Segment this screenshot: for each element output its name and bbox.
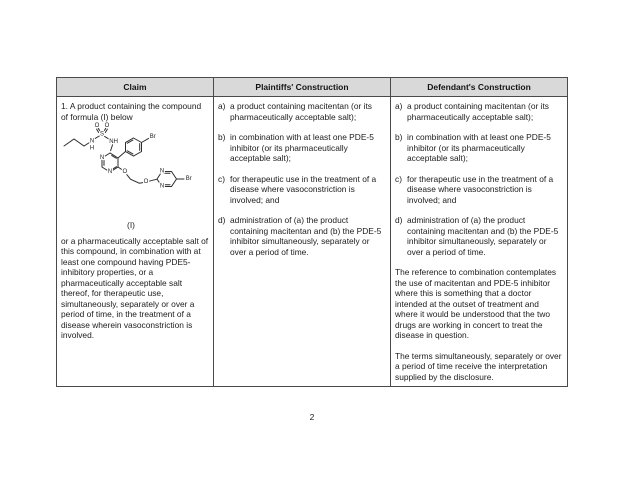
defendant-item-a [395,101,563,122]
defendant-item-d [395,215,563,257]
page-number: 2 [309,412,315,422]
item-label: d) [218,215,226,225]
atom-o-left: O [94,123,100,130]
chemical-structure-macitentan [61,122,206,219]
defendant-item-c [395,174,563,206]
atom-o-ether-1: O [122,169,128,175]
atom-h-amine: H [89,145,95,152]
atom-ring2-n-upper: N [159,168,165,175]
atom-o-right: O [104,123,110,130]
item-label: a) [395,101,403,111]
plaintiffs-item-b [218,132,386,164]
plaintiffs-item-a [218,101,386,122]
item-text: administration of (a) the product containing macitentan and (b) the PDE-5 inhibitor simultaneously, separately or over a period of time. [230,215,382,257]
table-body-row [57,97,568,387]
claim-intro: 1. A product containing the compound of formula (I) below [61,101,202,122]
plaintiffs-item-d [218,215,386,257]
atom-br-phenyl: Br [149,133,156,140]
item-text: for therapeutic use in the treatment of a disease where vasoconstriction is involved; and [230,173,377,205]
claim-construction-table [56,77,568,387]
item-text: for therapeutic use in the treatment of a disease where vasoconstriction is involved; and [407,173,554,205]
col-header-defendant-construction: Defendant's Construction [391,78,568,97]
plaintiffs-item-c [218,174,386,206]
item-label: c) [218,173,225,184]
formula-label: (I) [127,220,135,230]
item-text: a product containing macitentan (or its pharmaceutically acceptable salt); [407,101,549,122]
plaintiffs-construction-cell [214,97,391,387]
atom-n-amine: N [89,138,95,145]
item-text: a product containing macitentan (or its pharmaceutically acceptable salt); [230,101,372,122]
table-header-row [57,78,568,97]
atom-nh: NH [109,138,118,145]
claim-cell [57,97,214,387]
defendant-construction-cell [391,97,568,387]
item-label: b) [218,132,226,142]
item-label: a) [218,101,226,111]
col-header-plaintiffs-construction: Plaintiffs' Construction [214,78,391,97]
item-text: administration of (a) the product containing macitentan and (b) the PDE-5 inhibitor simultaneously, separately or over a period of time. [407,215,559,257]
bond-lines [64,128,184,186]
item-text: in combination with at least one PDE-5 inhibitor (or its pharmaceutically acceptable salt); [407,132,551,163]
defendant-paragraph-combination: The reference to combination contemplates the use of macitentan and PDE-5 inhibitor where this is something that a doctor intended at the outset of treatment and where it would be understood that the two drugs are working in concert to treat the disease in question. [395,267,557,340]
atom-ring2-n-lower: N [159,183,165,190]
atom-o-ether-2: O [143,179,149,186]
item-label: d) [395,215,403,225]
defendant-paragraph-terms: The terms simultaneously, separately or over a period of time receive the interpretation supplied by the disclosure. [395,350,562,382]
atom-ring1-n-lower: N [107,169,113,175]
col-header-claim: Claim [57,78,214,97]
defendant-item-b [395,132,563,164]
claim-continuation: or a pharmaceutically acceptable salt of this compound, in combination with at least one compound having PDE5-inhibitory properties, or a pharmaceutically acceptable salt thereof, for therapeutic use, simultaneously, separately or over a period of time, in the treatment of a disease wherein vasoconstriction is involved. [61,235,209,340]
item-label: b) [395,132,403,142]
item-text: in combination with at least one PDE-5 inhibitor (or its pharmaceutically acceptable salt); [230,132,374,163]
atom-ring1-n-upper: N [99,155,105,161]
item-label: c) [395,173,402,184]
atom-br-pyrimidine: Br [185,176,192,182]
atom-s: S [99,131,105,138]
